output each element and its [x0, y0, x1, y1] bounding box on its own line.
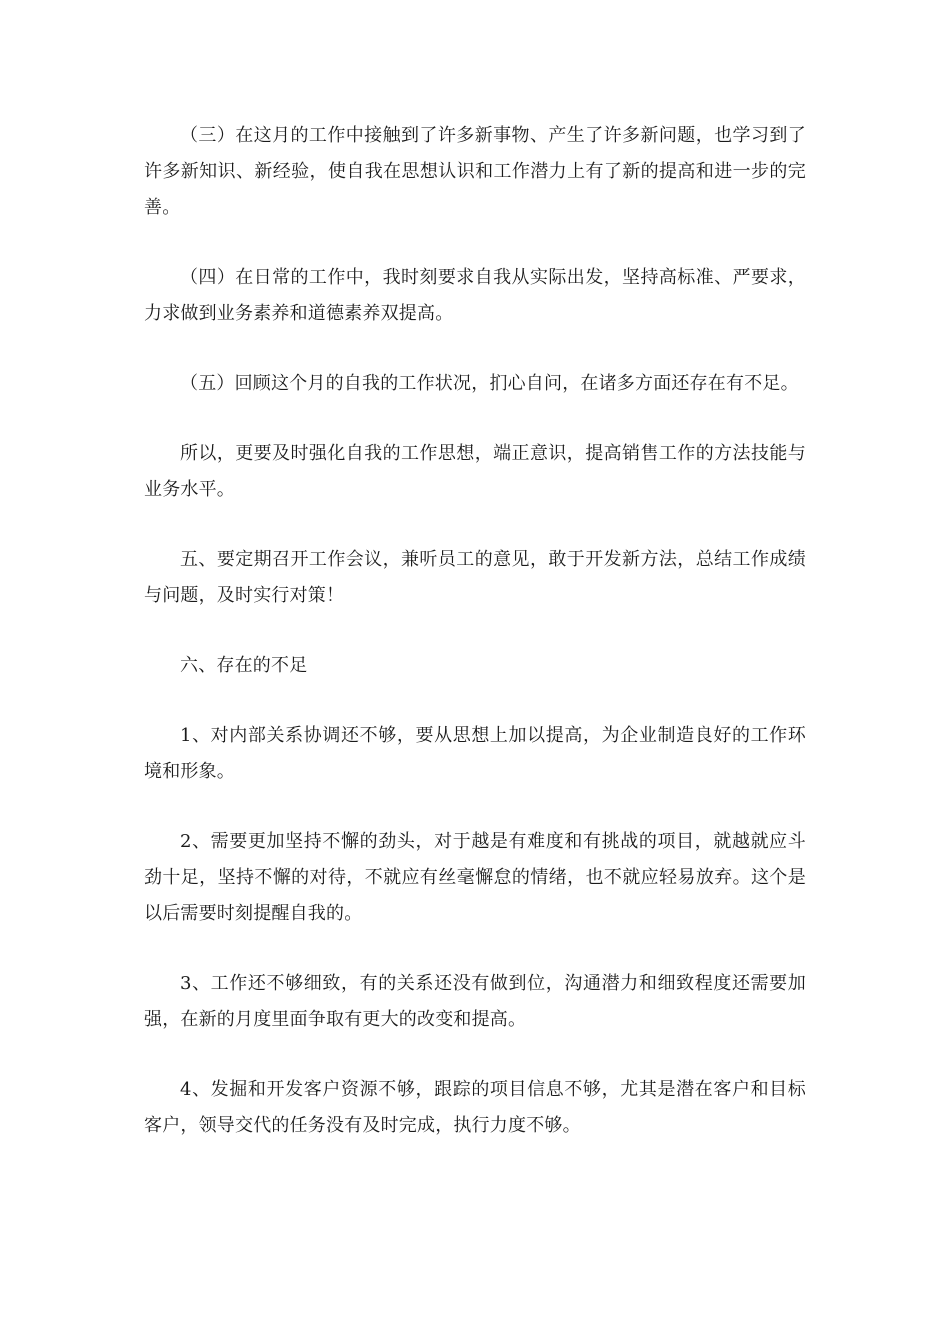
section-five-paragraph: 五、要定期召开工作会议，兼听员工的意见，敢于开发新方法，总结工作成绩与问题，及时实行对策！ — [144, 549, 806, 606]
paragraph-4: （四）在日常的工作中，我时刻要求自我从实际出发，坚持高标准、严要求，力求做到业务素养和道德素养双提高。 — [144, 267, 806, 324]
document-body — [144, 118, 806, 1178]
shortcoming-item-2: 2、需要更加坚持不懈的劲头，对于越是有难度和有挑战的项目，就越就应斗劲十足，坚持不懈的对待，不就应有丝毫懈怠的情绪，也不就应轻易放弃。这个是以后需要时刻提醒自我的。 — [144, 831, 806, 924]
paragraph-3: （三）在这月的工作中接触到了许多新事物、产生了许多新问题，也学习到了许多新知识、新经验，使自我在思想认识和工作潜力上有了新的提高和进一步的完善。 — [144, 125, 806, 218]
paragraph-5: （五）回顾这个月的自我的工作状况，扪心自问，在诸多方面还存在有不足。 — [180, 373, 799, 394]
section-six-heading: 六、存在的不足 — [180, 655, 308, 676]
shortcoming-item-1: 1、对内部关系协调还不够，要从思想上加以提高，为企业制造良好的工作环境和形象。 — [144, 725, 806, 782]
shortcoming-item-3: 3、工作还不够细致，有的关系还没有做到位，沟通潜力和细致程度还需要加强，在新的月度里面争取有更大的改变和提高。 — [144, 973, 806, 1030]
paragraph-therefore: 所以，更要及时强化自我的工作思想，端正意识，提高销售工作的方法技能与业务水平。 — [144, 443, 806, 500]
shortcoming-item-4: 4、发掘和开发客户资源不够，跟踪的项目信息不够，尤其是潜在客户和目标客户，领导交代的任务没有及时完成，执行力度不够。 — [144, 1079, 806, 1136]
